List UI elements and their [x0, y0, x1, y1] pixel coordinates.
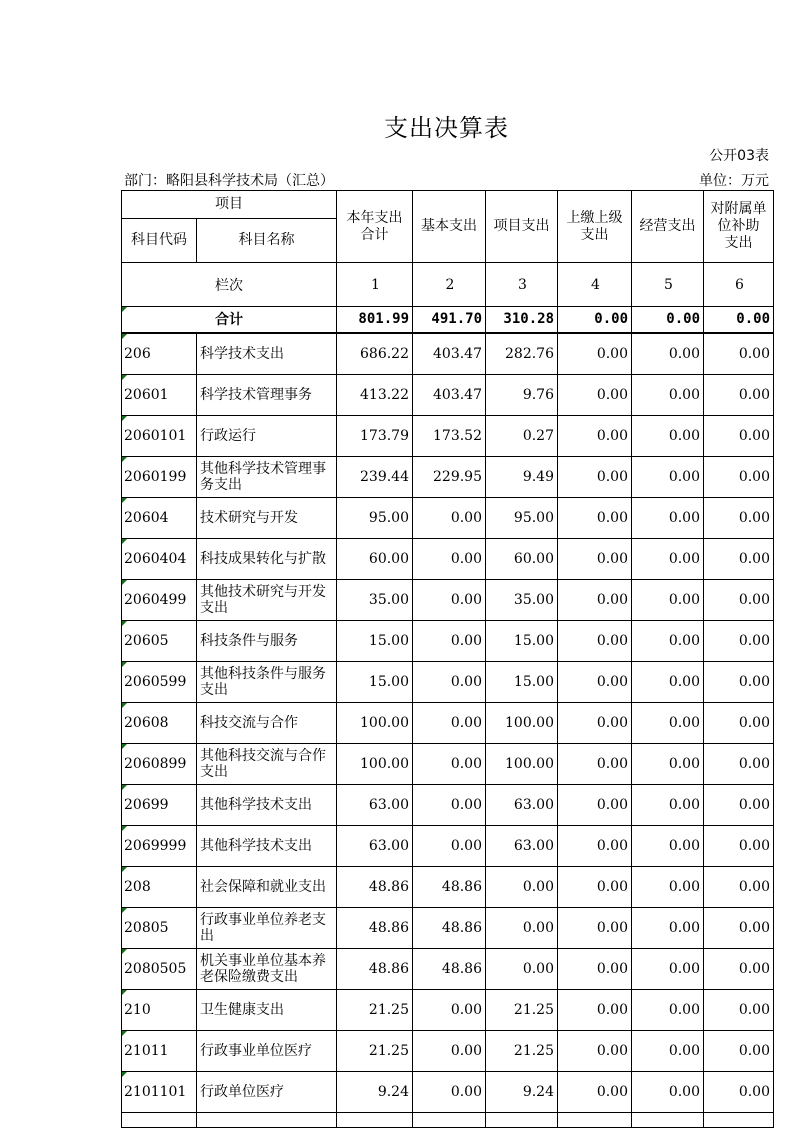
amount-cell: 0.00	[558, 620, 632, 661]
table-cell-partial	[486, 1112, 558, 1127]
table-row	[122, 784, 774, 825]
subject-code-cell: 21011	[122, 1030, 197, 1071]
subject-code-cell: 20699	[122, 784, 197, 825]
table-row	[122, 1030, 774, 1071]
subject-name-cell: 其他技术研究与开发支出	[197, 579, 337, 620]
subject-code-cell: 2069999	[122, 825, 197, 866]
amount-cell: 0.00	[558, 1030, 632, 1071]
subject-name-cell: 科学技术支出	[197, 333, 337, 375]
amount-cell: 0.00	[558, 497, 632, 538]
amount-cell: 95.00	[337, 497, 413, 538]
amount-cell: 413.22	[337, 374, 413, 415]
amount-cell: 0.00	[413, 825, 486, 866]
amount-cell: 9.76	[486, 374, 558, 415]
amount-cell: 0.00	[632, 333, 704, 375]
subject-name-cell: 其他科学技术支出	[197, 784, 337, 825]
amount-cell: 0.00	[704, 620, 774, 661]
subject-name-cell: 机关事业单位基本养老保险缴费支出	[197, 948, 337, 989]
subject-code-cell: 2080505	[122, 948, 197, 989]
total-cell: 0.00	[632, 307, 704, 333]
amount-cell: 0.00	[632, 497, 704, 538]
amount-cell: 0.00	[413, 497, 486, 538]
amount-cell: 0.00	[704, 579, 774, 620]
amount-cell: 0.00	[413, 1071, 486, 1112]
amount-cell: 0.00	[704, 497, 774, 538]
subject-code-cell: 20605	[122, 620, 197, 661]
table-cell-partial	[413, 1112, 486, 1127]
amount-cell: 0.00	[632, 374, 704, 415]
amount-cell: 0.00	[413, 620, 486, 661]
table-row	[122, 907, 774, 948]
column-index-cell: 4	[558, 263, 632, 307]
expenditure-table	[121, 190, 774, 1128]
amount-cell: 0.00	[558, 743, 632, 784]
table-row	[122, 538, 774, 579]
column-index-label: 栏次	[122, 263, 337, 307]
amount-cell: 0.00	[632, 661, 704, 702]
amount-cell: 100.00	[486, 702, 558, 743]
amount-cell: 9.49	[486, 456, 558, 497]
amount-cell: 0.00	[704, 907, 774, 948]
header-basic-expenditure: 基本支出	[413, 191, 486, 263]
amount-cell: 0.00	[413, 538, 486, 579]
amount-cell: 100.00	[486, 743, 558, 784]
subject-name-cell: 行政单位医疗	[197, 1071, 337, 1112]
total-cell: 801.99	[337, 307, 413, 333]
amount-cell: 0.00	[413, 702, 486, 743]
amount-cell: 229.95	[413, 456, 486, 497]
amount-cell: 0.00	[413, 661, 486, 702]
amount-cell: 48.86	[337, 907, 413, 948]
amount-cell: 0.00	[704, 456, 774, 497]
amount-cell: 0.00	[632, 743, 704, 784]
subject-name-cell: 其他科技交流与合作支出	[197, 743, 337, 784]
amount-cell: 403.47	[413, 374, 486, 415]
amount-cell: 35.00	[337, 579, 413, 620]
amount-cell: 0.00	[632, 456, 704, 497]
table-row	[122, 989, 774, 1030]
amount-cell: 15.00	[337, 620, 413, 661]
amount-cell: 9.24	[337, 1071, 413, 1112]
amount-cell: 63.00	[486, 784, 558, 825]
table-cell-partial	[197, 1112, 337, 1127]
total-cell: 491.70	[413, 307, 486, 333]
table-row	[122, 333, 774, 375]
header-code: 科目代码	[122, 219, 197, 263]
amount-cell: 0.00	[704, 1071, 774, 1112]
amount-cell: 0.00	[704, 374, 774, 415]
amount-cell: 0.00	[558, 907, 632, 948]
amount-cell: 173.52	[413, 415, 486, 456]
amount-cell: 0.00	[632, 784, 704, 825]
amount-cell: 35.00	[486, 579, 558, 620]
amount-cell: 0.00	[632, 1030, 704, 1071]
table-row	[122, 374, 774, 415]
amount-cell: 95.00	[486, 497, 558, 538]
amount-cell: 0.00	[413, 579, 486, 620]
table-row	[122, 456, 774, 497]
amount-cell: 0.00	[704, 538, 774, 579]
header-remit-superior: 上缴上级 支出	[558, 191, 632, 263]
table-row	[122, 497, 774, 538]
amount-cell: 0.00	[558, 374, 632, 415]
amount-cell: 0.00	[413, 784, 486, 825]
page-title: 支出决算表	[384, 114, 509, 142]
subject-code-cell: 2060404	[122, 538, 197, 579]
amount-cell: 0.00	[558, 579, 632, 620]
amount-cell: 0.00	[486, 907, 558, 948]
table-row	[122, 620, 774, 661]
unit-label: 单位：万元	[699, 173, 769, 189]
amount-cell: 48.86	[413, 948, 486, 989]
amount-cell: 63.00	[337, 825, 413, 866]
column-index-cell: 5	[632, 263, 704, 307]
amount-cell: 0.00	[704, 825, 774, 866]
subject-name-cell: 行政事业单位养老支出	[197, 907, 337, 948]
table-cell-partial	[632, 1112, 704, 1127]
amount-cell: 0.00	[632, 989, 704, 1030]
amount-cell: 282.76	[486, 333, 558, 375]
amount-cell: 0.00	[704, 866, 774, 907]
amount-cell: 15.00	[337, 661, 413, 702]
amount-cell: 21.25	[337, 1030, 413, 1071]
amount-cell: 21.25	[486, 1030, 558, 1071]
table-row	[122, 743, 774, 784]
subject-code-cell: 2060899	[122, 743, 197, 784]
amount-cell: 403.47	[413, 333, 486, 375]
table-cell-partial	[337, 1112, 413, 1127]
amount-cell: 0.00	[632, 538, 704, 579]
subject-name-cell: 科技条件与服务	[197, 620, 337, 661]
amount-cell: 0.00	[632, 620, 704, 661]
subject-code-cell: 2060101	[122, 415, 197, 456]
amount-cell: 60.00	[337, 538, 413, 579]
amount-cell: 0.00	[704, 948, 774, 989]
amount-cell: 0.00	[704, 333, 774, 375]
amount-cell: 0.00	[632, 866, 704, 907]
amount-cell: 63.00	[486, 825, 558, 866]
subject-name-cell: 社会保障和就业支出	[197, 866, 337, 907]
subject-name-cell: 其他科技条件与服务支出	[197, 661, 337, 702]
subject-code-cell: 206	[122, 333, 197, 375]
amount-cell: 0.00	[632, 948, 704, 989]
amount-cell: 0.00	[704, 784, 774, 825]
amount-cell: 100.00	[337, 743, 413, 784]
subject-name-cell: 行政事业单位医疗	[197, 1030, 337, 1071]
department-label: 部门：略阳县科学技术局（汇总）	[124, 173, 334, 189]
table-row	[122, 948, 774, 989]
amount-cell: 0.00	[632, 415, 704, 456]
subject-code-cell: 2101101	[122, 1071, 197, 1112]
amount-cell: 15.00	[486, 620, 558, 661]
total-label: 合计	[122, 307, 337, 333]
column-index-cell: 2	[413, 263, 486, 307]
table-row	[122, 702, 774, 743]
subject-code-cell: 2060199	[122, 456, 197, 497]
subject-code-cell: 2060499	[122, 579, 197, 620]
amount-cell: 0.00	[558, 1071, 632, 1112]
amount-cell: 0.00	[413, 989, 486, 1030]
amount-cell: 0.00	[704, 415, 774, 456]
amount-cell: 0.00	[486, 866, 558, 907]
amount-cell: 21.25	[337, 989, 413, 1030]
subject-name-cell: 卫生健康支出	[197, 989, 337, 1030]
amount-cell: 63.00	[337, 784, 413, 825]
column-index-cell: 3	[486, 263, 558, 307]
amount-cell: 0.00	[558, 456, 632, 497]
column-index-cell: 1	[337, 263, 413, 307]
table-row	[122, 415, 774, 456]
header-item: 项目	[122, 191, 337, 219]
amount-cell: 0.00	[558, 702, 632, 743]
amount-cell: 0.27	[486, 415, 558, 456]
subject-name-cell: 其他科学技术支出	[197, 825, 337, 866]
form-number: 公开03表	[709, 148, 769, 164]
amount-cell: 0.00	[558, 866, 632, 907]
amount-cell: 48.86	[337, 866, 413, 907]
subject-name-cell: 行政运行	[197, 415, 337, 456]
amount-cell: 0.00	[632, 907, 704, 948]
amount-cell: 0.00	[632, 579, 704, 620]
header-project-expenditure: 项目支出	[486, 191, 558, 263]
subject-name-cell: 科技成果转化与扩散	[197, 538, 337, 579]
amount-cell: 0.00	[558, 661, 632, 702]
table-cell-partial	[704, 1112, 774, 1127]
amount-cell: 0.00	[558, 784, 632, 825]
amount-cell: 0.00	[558, 538, 632, 579]
subject-code-cell: 20805	[122, 907, 197, 948]
amount-cell: 0.00	[558, 948, 632, 989]
amount-cell: 0.00	[413, 1030, 486, 1071]
table-row	[122, 1071, 774, 1112]
amount-cell: 0.00	[704, 989, 774, 1030]
header-business-expenditure: 经营支出	[632, 191, 704, 263]
amount-cell: 686.22	[337, 333, 413, 375]
subject-name-cell: 科学技术管理事务	[197, 374, 337, 415]
amount-cell: 0.00	[486, 948, 558, 989]
table-row	[122, 866, 774, 907]
amount-cell: 0.00	[632, 1071, 704, 1112]
amount-cell: 0.00	[632, 702, 704, 743]
amount-cell: 0.00	[558, 333, 632, 375]
amount-cell: 9.24	[486, 1071, 558, 1112]
subject-code-cell: 2060599	[122, 661, 197, 702]
table-row	[122, 825, 774, 866]
subject-code-cell: 20601	[122, 374, 197, 415]
table-row	[122, 579, 774, 620]
amount-cell: 15.00	[486, 661, 558, 702]
amount-cell: 0.00	[632, 825, 704, 866]
total-cell: 310.28	[486, 307, 558, 333]
amount-cell: 0.00	[704, 661, 774, 702]
amount-cell: 0.00	[558, 825, 632, 866]
total-cell: 0.00	[558, 307, 632, 333]
total-cell: 0.00	[704, 307, 774, 333]
header-total-expenditure: 本年支出 合计	[337, 191, 413, 263]
table-cell-partial	[122, 1112, 197, 1127]
amount-cell: 48.86	[337, 948, 413, 989]
amount-cell: 239.44	[337, 456, 413, 497]
amount-cell: 173.79	[337, 415, 413, 456]
amount-cell: 0.00	[413, 743, 486, 784]
amount-cell: 60.00	[486, 538, 558, 579]
amount-cell: 0.00	[558, 989, 632, 1030]
subject-name-cell: 科技交流与合作	[197, 702, 337, 743]
amount-cell: 48.86	[413, 907, 486, 948]
amount-cell: 0.00	[704, 743, 774, 784]
subject-name-cell: 技术研究与开发	[197, 497, 337, 538]
header-subsidiary-subsidy: 对附属单 位补助 支出	[704, 191, 774, 263]
amount-cell: 48.86	[413, 866, 486, 907]
amount-cell: 0.00	[558, 415, 632, 456]
subject-code-cell: 208	[122, 866, 197, 907]
subject-name-cell: 其他科学技术管理事务支出	[197, 456, 337, 497]
table-row	[122, 661, 774, 702]
amount-cell: 100.00	[337, 702, 413, 743]
subject-code-cell: 20604	[122, 497, 197, 538]
amount-cell: 21.25	[486, 989, 558, 1030]
table-body	[122, 333, 774, 1113]
subject-code-cell: 20608	[122, 702, 197, 743]
header-name: 科目名称	[197, 219, 337, 263]
table-cell-partial	[558, 1112, 632, 1127]
column-index-cell: 6	[704, 263, 774, 307]
amount-cell: 0.00	[704, 702, 774, 743]
amount-cell: 0.00	[704, 1030, 774, 1071]
subject-code-cell: 210	[122, 989, 197, 1030]
